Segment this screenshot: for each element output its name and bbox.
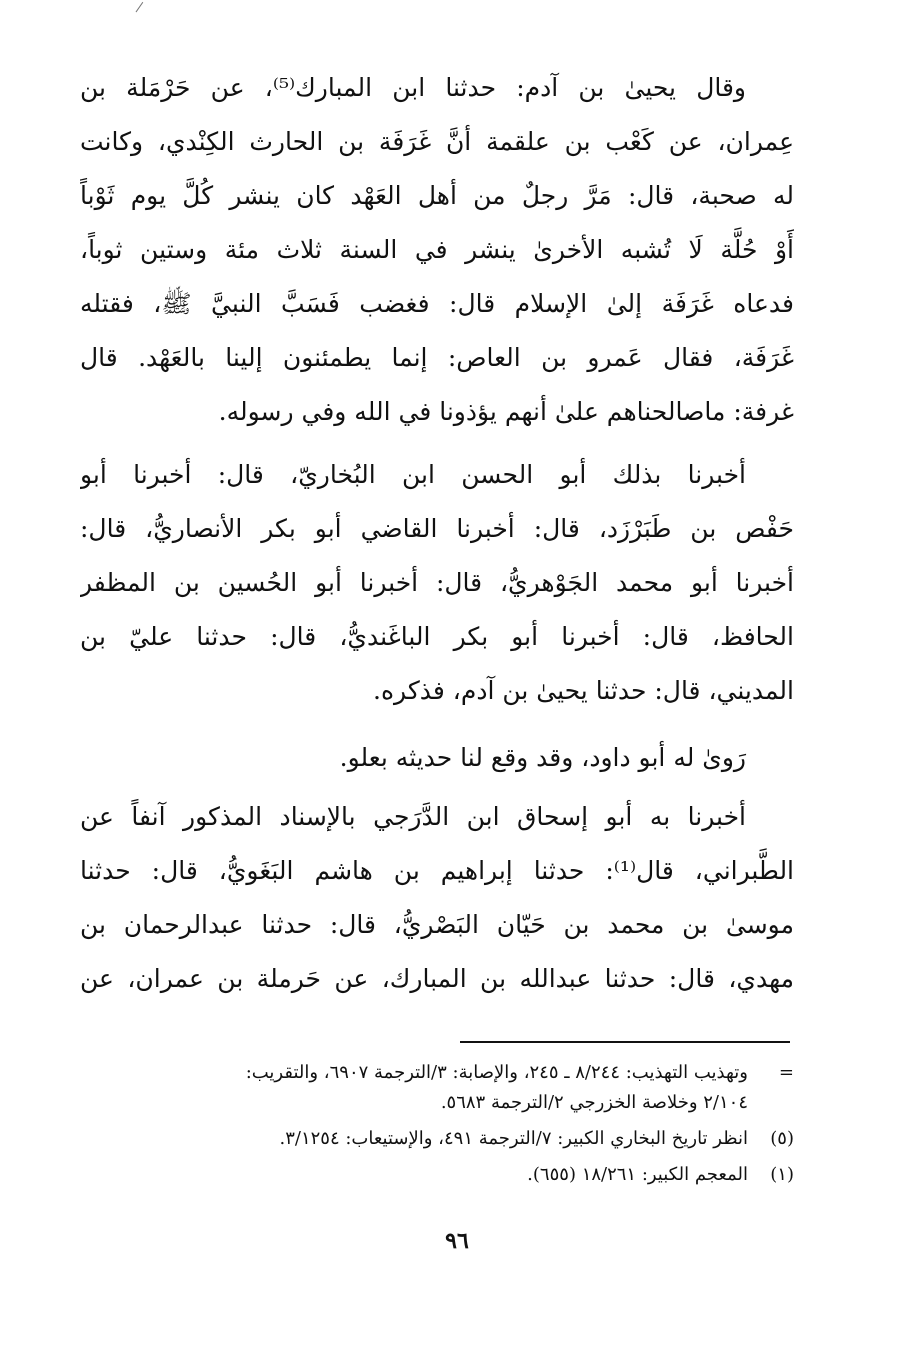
text-line: موسىٰ بن محمد بن حَيّان البَصْريُّ، قال: حدثنا عبدالرحمان بن: [80, 910, 794, 939]
text-line: غَرَفَة، فقال عَمرو بن العاص: إنما يطمئنون إلينا بالعَهْد. قال: [80, 343, 794, 372]
paragraph-4: [80, 790, 794, 1006]
footnote-1: [80, 1160, 794, 1190]
text-line: فدعاه غَرَفَة إلىٰ الإسلام قال: فغضب فَسَبَّ النبيَّ ﷺ، فقتله: [80, 289, 794, 318]
text-line: أخبرنا أبو محمد الجَوْهريُّ، قال: أخبرنا أبو الحُسين بن المظفر: [80, 568, 794, 597]
text-line: حَفْص بن طَبَرْزَد، قال: أخبرنا القاضي أبو بكر الأنصاريُّ، قال:: [80, 514, 794, 543]
footnote-text: [80, 1058, 748, 1118]
text-line: مهدي، قال: حدثنا عبدالله بن المبارك، عن حَرملة بن عمران، عن: [80, 964, 794, 993]
paragraph-1: [80, 61, 794, 439]
text-line: له صحبة، قال: مَرَّ رجلٌ من أهل العَهْد كان ينشر كُلَّ يوم ثَوْباً: [80, 181, 794, 210]
text-line: الحافظ، قال: أخبرنا أبو بكر الباغَنديُّ، قال: حدثنا عليّ بن: [80, 622, 794, 651]
text-line: عِمران، عن كَعْب بن علقمة أنَّ غَرَفَة بن الحارث الكِنْدي، وكانت: [80, 127, 794, 156]
footnotes: [80, 1058, 794, 1196]
paragraph-3: [80, 731, 794, 785]
text-line: الطَّبراني، قال⁽¹⁾: حدثنا إبراهيم بن هاشم البَغَويُّ، قال: حدثنا: [80, 856, 794, 885]
footnote-line: المعجم الكبير: ١٨/٢٦١ (٦٥٥).: [527, 1164, 748, 1185]
footnote-continued: [80, 1058, 794, 1118]
footnote-divider: [460, 1041, 790, 1043]
footnote-5: [80, 1124, 794, 1154]
text-line: غرفة: ماصالحناهم علىٰ أنهم يؤذونا في الله وفي رسوله.: [218, 397, 794, 426]
text-line: أخبرنا به أبو إسحاق ابن الدَّرَجي بالإسناد المذكور آنفاً عن: [80, 802, 746, 831]
footnote-marker: (١): [770, 1164, 794, 1185]
text-line: أَوْ حُلَّة لَا تُشبه الأخرىٰ ينشر في السنة ثلاث مئة وستين ثوباً،: [80, 235, 794, 264]
page-number: ٩٦: [445, 1228, 469, 1254]
text-line: المديني، قال: حدثنا يحيىٰ بن آدم، فذكره.: [373, 676, 794, 705]
text-line: رَوىٰ له أبو داود، وقد وقع لنا حديثه بعلو.: [339, 743, 746, 772]
footnote-line: انظر تاريخ البخاري الكبير: ٧/الترجمة ٤٩١، والإستيعاب: ٣/١٢٥٤.: [279, 1128, 748, 1149]
text-line: وقال يحيىٰ بن آدم: حدثنا ابن المبارك⁽⁵⁾، عن حَرْمَلة بن: [80, 73, 746, 102]
footnote-text: [80, 1124, 748, 1154]
scan-mark: [136, 2, 152, 18]
footnote-marker: (٥): [770, 1128, 794, 1149]
footnote-line: ٢/١٠٤ وخلاصة الخزرجي ٢/الترجمة ٥٦٨٣.: [440, 1092, 748, 1113]
footnote-line: وتهذيب التهذيب: ٨/٢٤٤ ـ ٢٤٥، والإصابة: ٣/الترجمة ٦٩٠٧، والتقريب:: [245, 1062, 748, 1083]
footnote-text: [80, 1160, 748, 1190]
text-line: أخبرنا بذلك أبو الحسن ابن البُخاريّ، قال: أخبرنا أبو: [80, 460, 746, 489]
footnote-marker: =: [778, 1062, 794, 1083]
paragraph-2: [80, 448, 794, 718]
